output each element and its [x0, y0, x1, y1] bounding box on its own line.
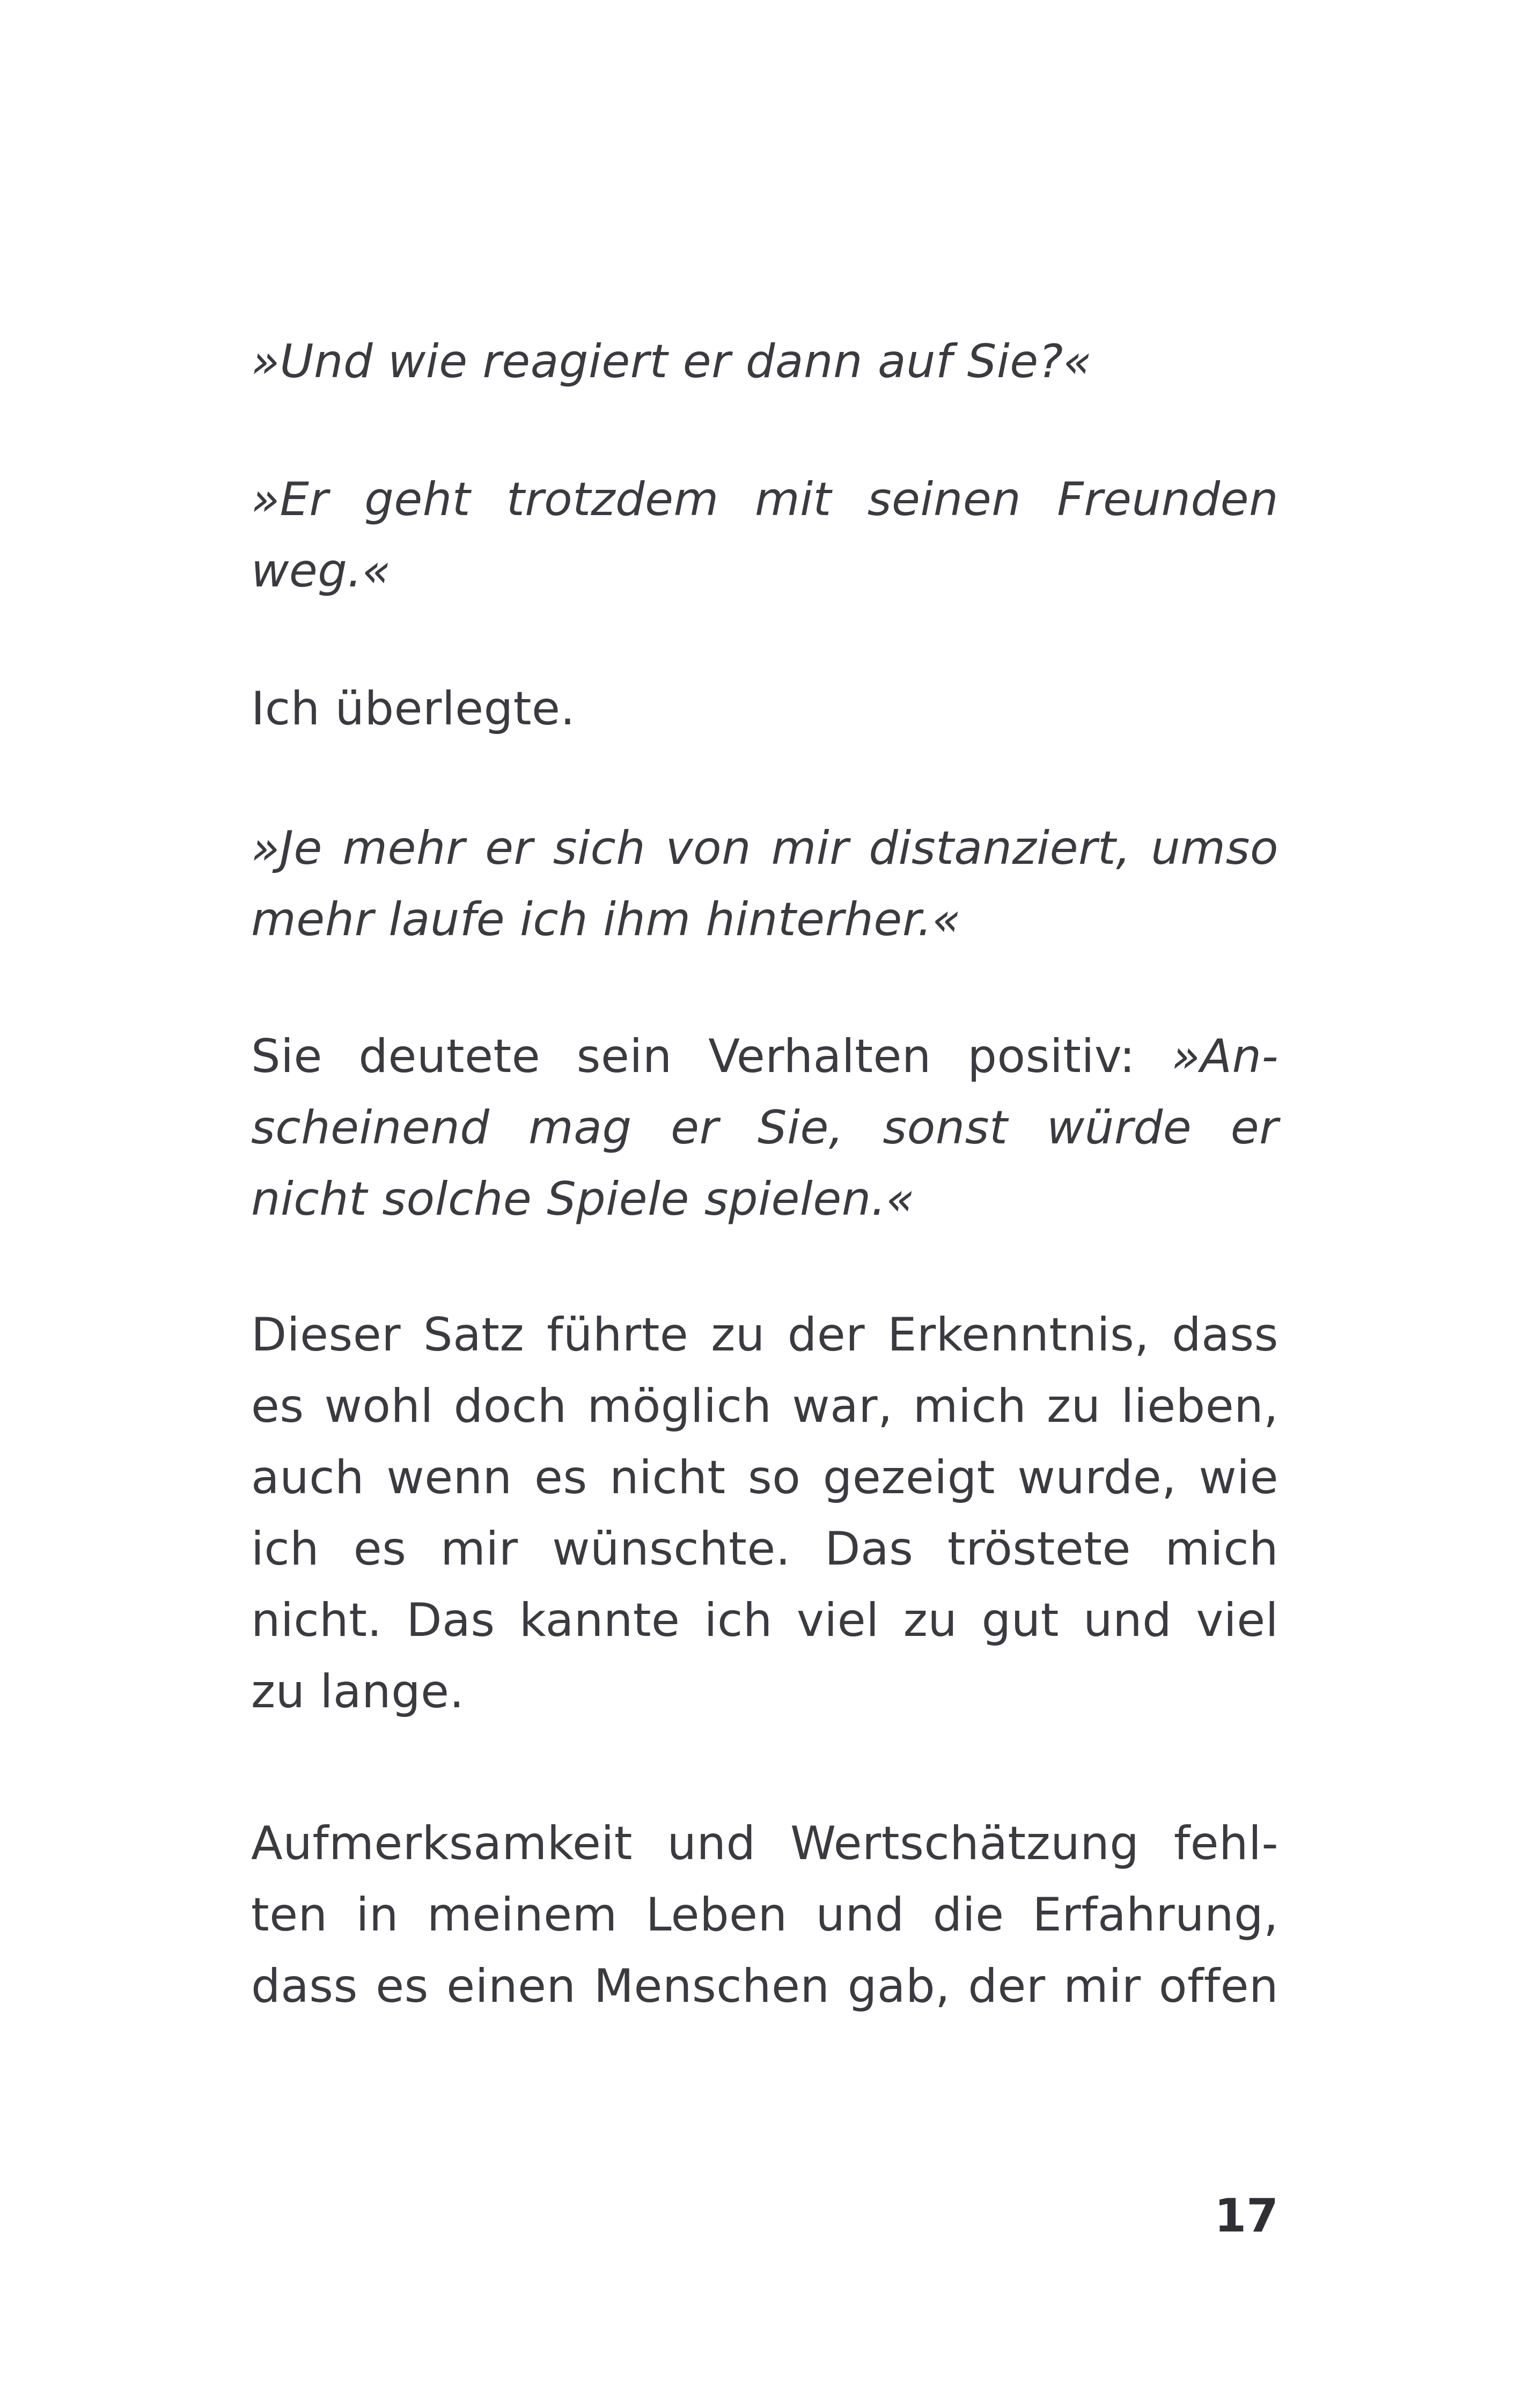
paragraph-5-line-1 [251, 1021, 1278, 1092]
paragraph-6-line-4: ich es mir wünschte. Das tröstete mich [251, 1522, 1278, 1576]
paragraph-4-line-1: »Je mehr er sich von mir distanziert, umso [251, 821, 1278, 875]
page-number: 17 [1214, 2189, 1278, 2243]
paragraph-4-line-2: mehr laufe ich ihm hinterher.« [251, 893, 961, 946]
paragraph-5-line-1-regular: Sie deutete sein Verhalten positiv: [251, 1030, 1172, 1083]
paragraph-3 [251, 673, 1278, 745]
paragraph-6-line-1: Dieser Satz führte zu der Erkenntnis, dass [251, 1308, 1278, 1362]
paragraph-7 [251, 1808, 1278, 2022]
paragraph-2-line-2: weg.« [251, 544, 391, 598]
paragraph-4 [251, 813, 1278, 956]
paragraph-7-line-3: dass es einen Menschen gab, der mir offen [251, 1959, 1278, 2013]
paragraph-6-line-6: zu lange. [251, 1665, 465, 1719]
paragraph-3-line-1: Ich überlegte. [251, 682, 576, 736]
paragraph-7-line-1: Aufmerksamkeit und Wertschätzung fehl- [251, 1817, 1278, 1870]
paragraph-1-line-1: »Und wie reagiert er dann auf Sie?« [251, 335, 1092, 388]
paragraph-6-line-3: auch wenn es nicht so gezeigt wurde, wie [251, 1451, 1278, 1504]
paragraph-1 [251, 326, 1278, 398]
paragraph-7-line-2: ten in meinem Leben und die Erfahrung, [251, 1888, 1278, 1942]
paragraph-5-line-2: scheinend mag er Sie, sonst würde er [251, 1101, 1278, 1155]
paragraph-6 [251, 1300, 1278, 1728]
paragraph-6-line-2: es wohl doch möglich war, mich zu lieben, [251, 1379, 1278, 1433]
paragraph-5-line-3: nicht solche Spiele spielen.« [251, 1172, 915, 1226]
paragraph-5 [251, 1021, 1278, 1235]
paragraph-5-line-1-italic: »An- [1171, 1030, 1278, 1083]
paragraph-6-line-5: nicht. Das kannte ich viel zu gut und viel [251, 1594, 1278, 1647]
paragraph-2 [251, 464, 1278, 607]
paragraph-2-line-1: »Er geht trotzdem mit seinen Freunden [251, 473, 1278, 526]
